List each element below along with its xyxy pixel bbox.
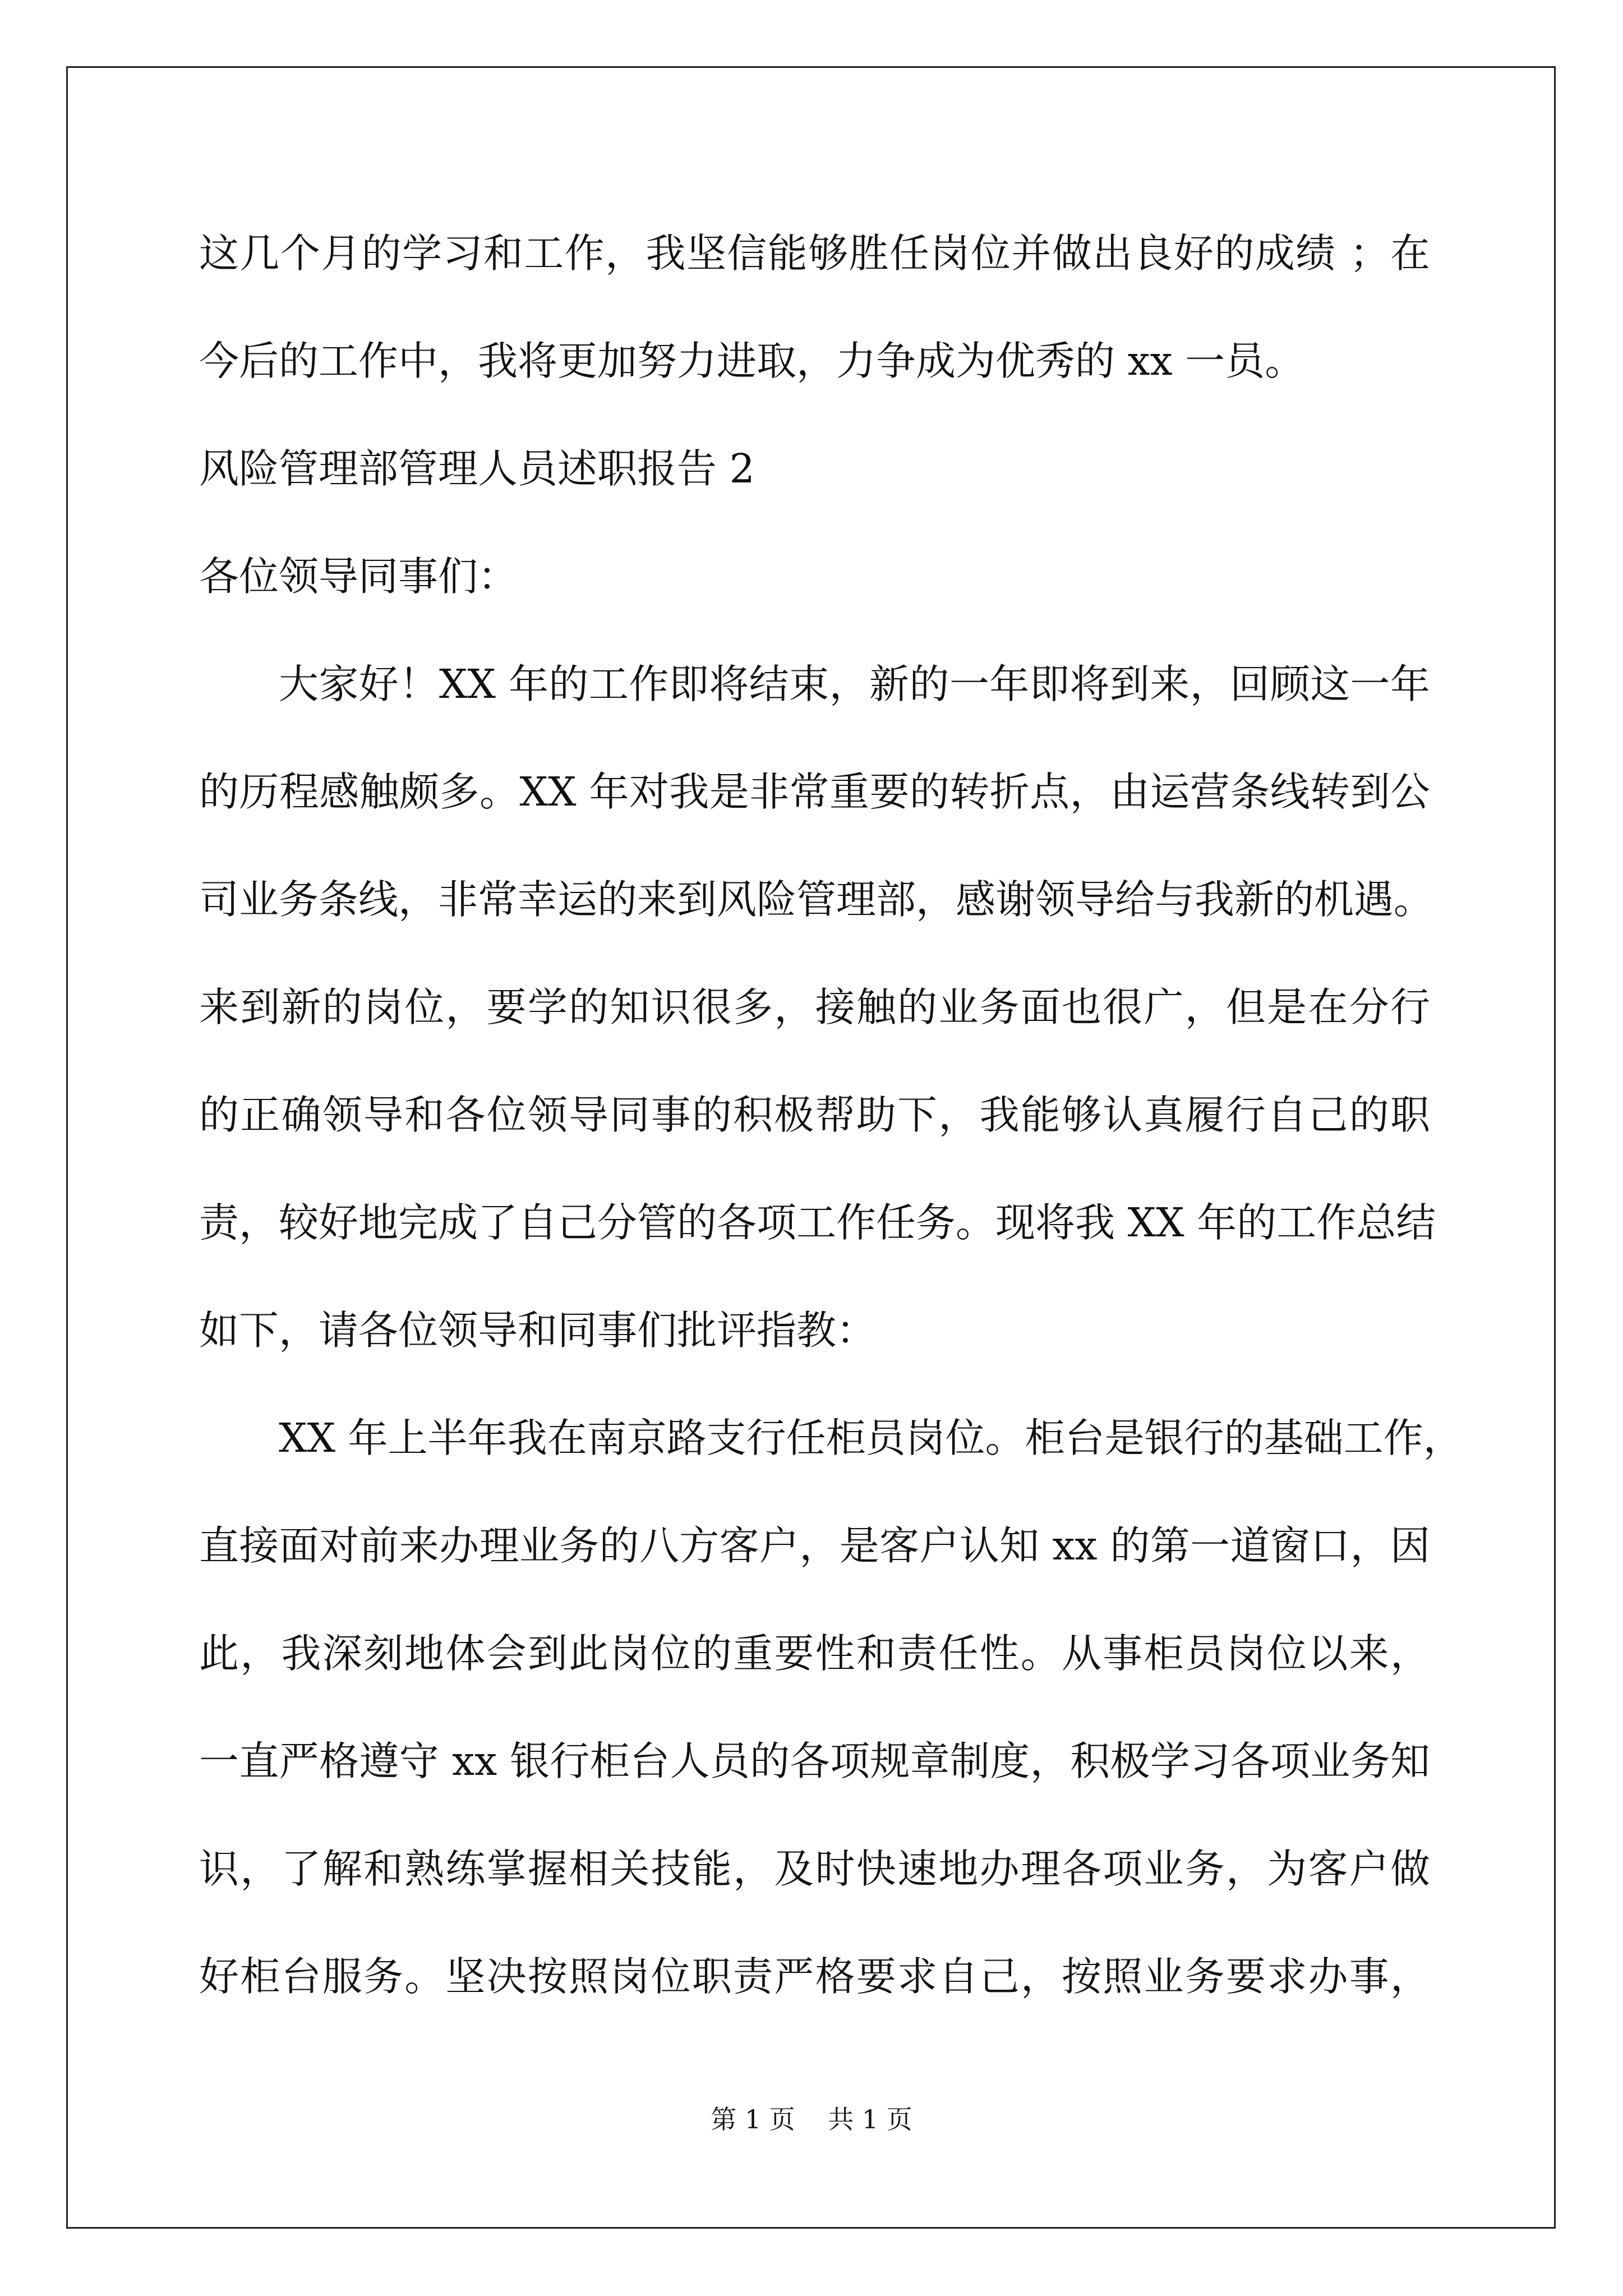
body-line: 这几个月的学习和工作，我坚信能够胜任岗位并做出良好的成绩 ；在 bbox=[199, 230, 1430, 277]
body-line: 好柜台服务。坚决按照岗位职责严格要求自己，按照业务要求办事， bbox=[199, 1953, 1430, 2000]
body-line: 如下，请各位领导和同事们批评指教： bbox=[199, 1307, 877, 1354]
body-line: 一直严格遵守 xx 银行柜台人员的各项规章制度，积极学习各项业务知 bbox=[199, 1738, 1430, 1784]
body-line: 今后的工作中，我将更加努力进取，力争成为优秀的 xx 一员。 bbox=[199, 338, 1305, 384]
salutation: 各位领导同事们： bbox=[199, 553, 518, 600]
body-line: 责，较好地完成了自己分管的各项工作任务。现将我 XX 年的工作总结 bbox=[199, 1199, 1436, 1246]
body-line: 的历程感触颇多。XX 年对我是非常重要的转折点，由运营条线转到公 bbox=[199, 769, 1430, 815]
section-heading: 风险管理部管理人员述职报告 2 bbox=[199, 445, 755, 492]
paragraph-first-line: XX 年上半年我在南京路支行任柜员岗位。柜台是银行的基础工作， bbox=[279, 1415, 1463, 1461]
body-line: 司业务条线，非常幸运的来到风险管理部，感谢领导给与我新的机遇。 bbox=[199, 876, 1434, 923]
body-line: 直接面对前来办理业务的八方客户，是客户认知 xx 的第一道窗口，因 bbox=[199, 1522, 1430, 1569]
page-number-footer: 第 1 页 共 1 页 bbox=[711, 2104, 912, 2134]
page-border bbox=[66, 66, 1556, 2229]
body-line: 此，我深刻地体会到此岗位的重要性和责任性。从事柜员岗位以来， bbox=[199, 1630, 1430, 1677]
paragraph-first-line: 大家好！XX 年的工作即将结束，新的一年即将到来，回顾这一年 bbox=[279, 661, 1430, 707]
body-line: 的正确领导和各位领导同事的积极帮助下，我能够认真履行自己的职 bbox=[199, 1092, 1430, 1138]
body-line: 识，了解和熟练掌握相关技能，及时快速地办理各项业务，为客户做 bbox=[199, 1846, 1430, 1892]
body-line: 来到新的岗位，要学的知识很多，接触的业务面也很广，但是在分行 bbox=[199, 984, 1430, 1030]
